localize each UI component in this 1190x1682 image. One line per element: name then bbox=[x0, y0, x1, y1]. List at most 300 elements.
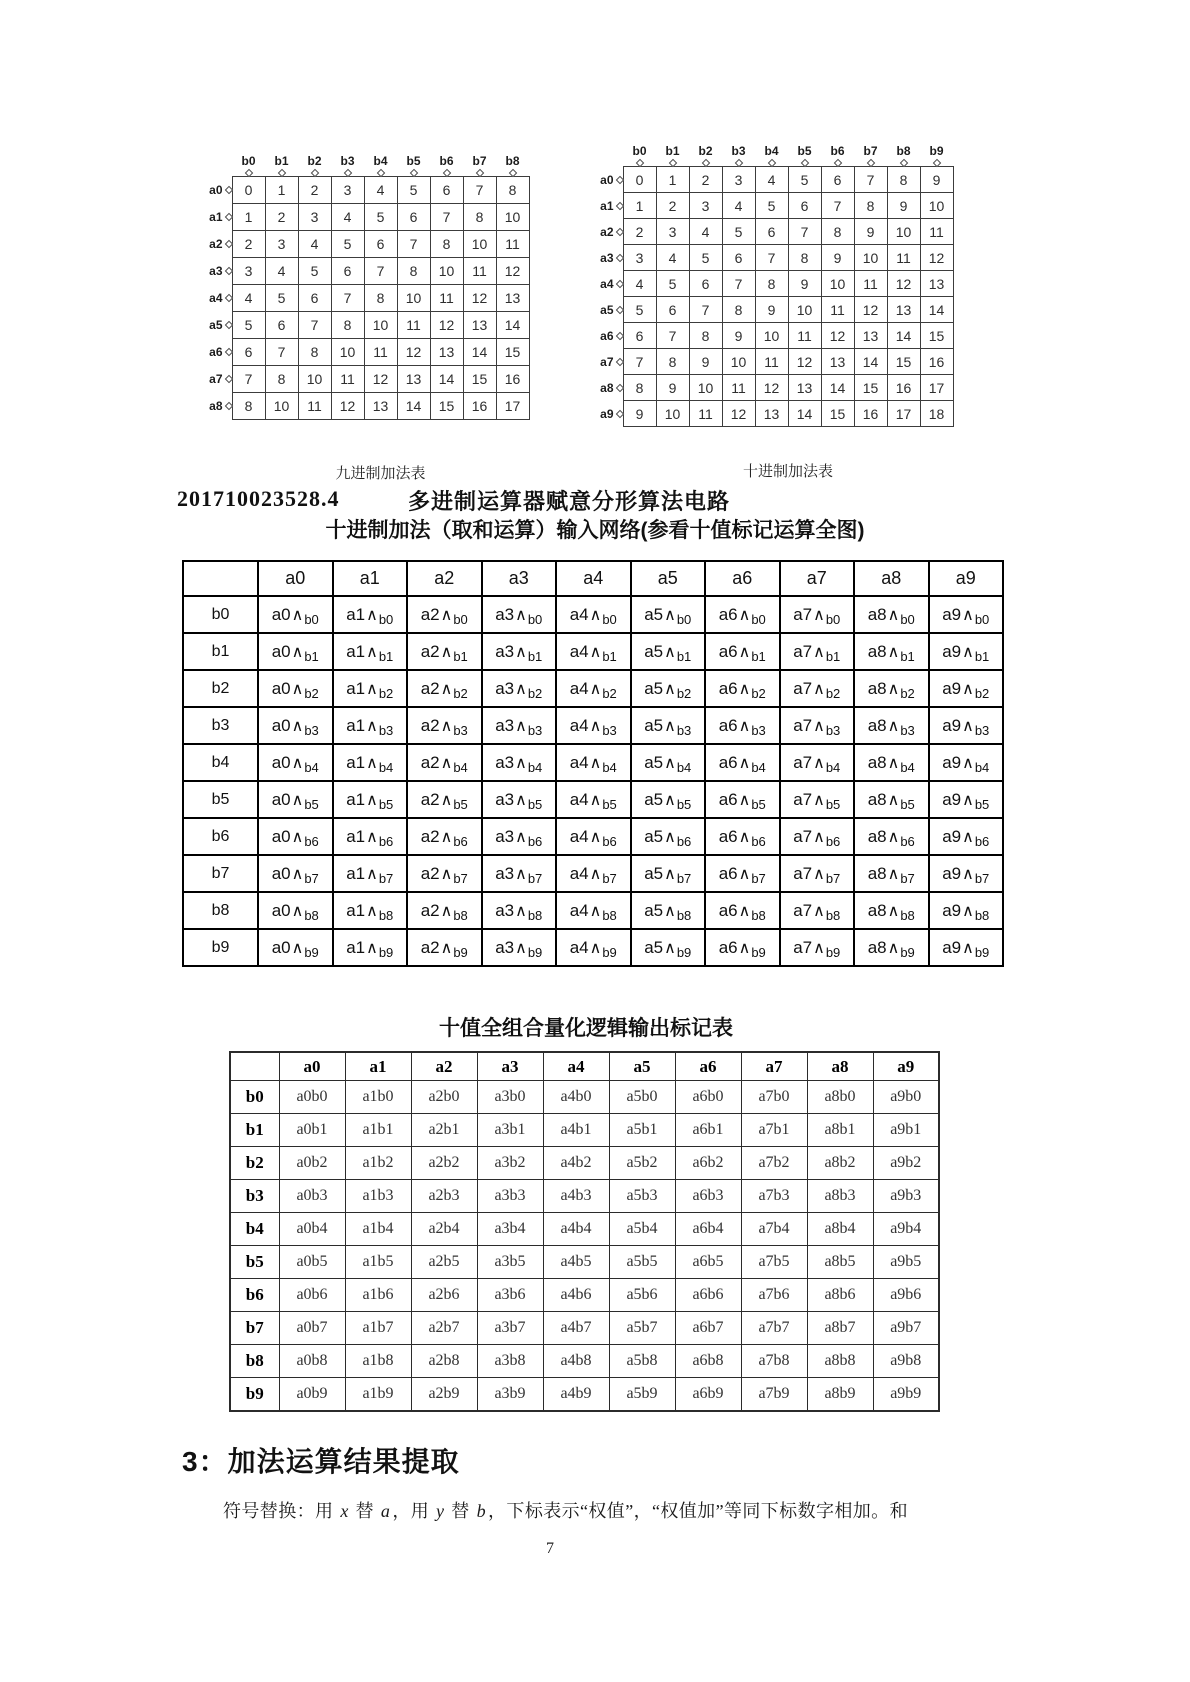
b-operand-subscript: b8 bbox=[527, 907, 543, 923]
b-operand-subscript: b8 bbox=[974, 907, 990, 923]
a-operand: a9 bbox=[942, 678, 962, 698]
and-cell bbox=[929, 892, 1004, 929]
a-operand: a4 bbox=[569, 641, 589, 661]
and-cell bbox=[705, 855, 780, 892]
b-operand-subscript: b0 bbox=[751, 611, 766, 627]
a-operand: a2 bbox=[420, 900, 440, 920]
math-variable: x bbox=[340, 1501, 349, 1521]
b-operand-subscript: b4 bbox=[676, 759, 692, 775]
row-header-a2 bbox=[592, 219, 623, 245]
b-operand-subscript: b9 bbox=[602, 944, 617, 960]
b-operand-subscript: b5 bbox=[751, 796, 766, 812]
a-operand: a0 bbox=[271, 863, 291, 883]
sum-cell: 6 bbox=[821, 167, 854, 193]
label-cell: a6b9 bbox=[675, 1378, 741, 1412]
sum-cell: 11 bbox=[821, 297, 854, 323]
and-cell bbox=[631, 855, 706, 892]
label-cell: a9b7 bbox=[873, 1312, 939, 1345]
column-header-label: b9 bbox=[929, 144, 944, 158]
label-cell: a4b6 bbox=[543, 1279, 609, 1312]
a-operand: a1 bbox=[346, 900, 366, 920]
sum-cell: 7 bbox=[821, 193, 854, 219]
sum-cell: 10 bbox=[854, 245, 887, 271]
label-cell: a1b3 bbox=[345, 1180, 411, 1213]
b-operand-subscript: b4 bbox=[751, 759, 766, 775]
b-operand-subscript: b7 bbox=[676, 870, 692, 886]
and-cell bbox=[482, 744, 557, 781]
sum-cell: 14 bbox=[920, 297, 953, 323]
label-cell: a2b0 bbox=[411, 1081, 477, 1114]
b-operand-subscript: b2 bbox=[751, 685, 766, 701]
sum-cell: 7 bbox=[232, 366, 265, 393]
label-cell: a4b2 bbox=[543, 1147, 609, 1180]
sum-cell: 11 bbox=[854, 271, 887, 297]
a-operand: a0 bbox=[271, 604, 291, 624]
sum-cell: 4 bbox=[232, 285, 265, 312]
b-operand-subscript: b9 bbox=[825, 944, 841, 960]
label-cell: a4b7 bbox=[543, 1312, 609, 1345]
label-cell: a4b8 bbox=[543, 1345, 609, 1378]
and-operator-icon: ∧ bbox=[962, 939, 974, 957]
label-cell: a6b3 bbox=[675, 1180, 741, 1213]
and-operator-icon: ∧ bbox=[887, 643, 900, 661]
and-cell bbox=[631, 744, 706, 781]
sum-cell: 11 bbox=[397, 312, 430, 339]
and-cell bbox=[705, 670, 780, 707]
sum-cell: 2 bbox=[689, 167, 722, 193]
a-operand: a3 bbox=[495, 826, 515, 846]
a-operand: a4 bbox=[569, 900, 589, 920]
sum-cell: 7 bbox=[430, 204, 463, 231]
sum-cell: 13 bbox=[854, 323, 887, 349]
row-header-label: a9 bbox=[600, 406, 614, 421]
row-header-label: a1 bbox=[209, 210, 223, 224]
label-cell: a0b7 bbox=[279, 1312, 345, 1345]
and-cell bbox=[556, 670, 631, 707]
sum-cell: 8 bbox=[232, 393, 265, 420]
a-operand: a1 bbox=[346, 752, 366, 772]
b-operand-subscript: b1 bbox=[602, 648, 617, 664]
base9-addition-table bbox=[183, 146, 530, 420]
label-cell: a3b3 bbox=[477, 1180, 543, 1213]
and-cell bbox=[780, 929, 855, 966]
column-header-b8 bbox=[496, 146, 529, 177]
and-operator-icon: ∧ bbox=[887, 791, 900, 809]
column-header-b2 bbox=[689, 136, 722, 167]
sum-cell: 13 bbox=[364, 393, 397, 420]
and-cell bbox=[333, 892, 408, 929]
sum-cell: 8 bbox=[463, 204, 496, 231]
sum-cell: 13 bbox=[788, 375, 821, 401]
b-operand-subscript: b2 bbox=[378, 685, 394, 701]
sum-cell: 7 bbox=[364, 258, 397, 285]
and-operator-icon: ∧ bbox=[366, 902, 378, 920]
sum-cell: 1 bbox=[265, 177, 298, 204]
and-operator-icon: ∧ bbox=[291, 680, 304, 698]
sum-cell: 13 bbox=[755, 401, 788, 427]
label-cell: a9b9 bbox=[873, 1378, 939, 1412]
a-operand: a4 bbox=[569, 826, 589, 846]
a-operand: a4 bbox=[569, 863, 589, 883]
paragraph-text: 替 bbox=[350, 1501, 379, 1521]
a-operand: a1 bbox=[346, 715, 366, 735]
b-operand-subscript: b2 bbox=[900, 685, 915, 701]
and-cell bbox=[258, 596, 333, 633]
a-operand: a4 bbox=[569, 678, 589, 698]
and-cell bbox=[482, 707, 557, 744]
a-operand: a9 bbox=[942, 641, 962, 661]
a-operand: a6 bbox=[718, 752, 738, 772]
and-operator-icon: ∧ bbox=[664, 791, 676, 809]
b-operand-subscript: b9 bbox=[900, 944, 915, 960]
sum-cell: 15 bbox=[430, 393, 463, 420]
and-cell bbox=[780, 633, 855, 670]
sum-cell: 15 bbox=[821, 401, 854, 427]
b-operand-subscript: b1 bbox=[900, 648, 915, 664]
sum-cell: 8 bbox=[689, 323, 722, 349]
connector-pin-icon bbox=[224, 267, 232, 275]
row-header-b5: b5 bbox=[183, 781, 258, 818]
and-cell bbox=[854, 929, 929, 966]
connector-pin-icon bbox=[224, 294, 232, 302]
row-header-a3 bbox=[592, 245, 623, 271]
and-operator-icon: ∧ bbox=[366, 791, 378, 809]
label-cell: a7b6 bbox=[741, 1279, 807, 1312]
and-cell bbox=[407, 781, 482, 818]
and-operator-icon: ∧ bbox=[664, 828, 676, 846]
sum-cell: 13 bbox=[397, 366, 430, 393]
corner-cell bbox=[230, 1052, 279, 1081]
b-operand-subscript: b7 bbox=[825, 870, 841, 886]
sum-cell: 10 bbox=[496, 204, 529, 231]
sum-cell: 15 bbox=[887, 349, 920, 375]
sum-cell: 10 bbox=[755, 323, 788, 349]
sum-cell: 3 bbox=[656, 219, 689, 245]
a-operand: a9 bbox=[942, 900, 962, 920]
b-operand-subscript: b1 bbox=[676, 648, 692, 664]
and-cell bbox=[407, 929, 482, 966]
row-header-a1 bbox=[183, 204, 232, 231]
sum-cell: 2 bbox=[656, 193, 689, 219]
label-cell: a5b7 bbox=[609, 1312, 675, 1345]
b-operand-subscript: b7 bbox=[527, 870, 543, 886]
column-header-label: b8 bbox=[896, 144, 911, 158]
label-cell: a6b0 bbox=[675, 1081, 741, 1114]
a-operand: a3 bbox=[495, 641, 515, 661]
and-operator-icon: ∧ bbox=[813, 680, 825, 698]
and-operator-icon: ∧ bbox=[738, 865, 751, 883]
b-operand-subscript: b5 bbox=[900, 796, 915, 812]
b-operand-subscript: b0 bbox=[974, 611, 990, 627]
and-cell bbox=[333, 633, 408, 670]
and-operator-icon: ∧ bbox=[813, 606, 825, 624]
label-cell: a3b9 bbox=[477, 1378, 543, 1412]
connector-pin-icon bbox=[224, 321, 232, 329]
b-operand-subscript: b7 bbox=[304, 870, 319, 886]
row-header-a5 bbox=[183, 312, 232, 339]
a-operand: a3 bbox=[495, 900, 515, 920]
label-cell: a5b8 bbox=[609, 1345, 675, 1378]
and-operator-icon: ∧ bbox=[813, 791, 825, 809]
sum-cell: 3 bbox=[722, 167, 755, 193]
label-cell: a0b8 bbox=[279, 1345, 345, 1378]
label-cell: a2b9 bbox=[411, 1378, 477, 1412]
body-paragraph bbox=[223, 1497, 1053, 1523]
and-operator-icon: ∧ bbox=[515, 643, 527, 661]
sum-cell: 13 bbox=[463, 312, 496, 339]
a-operand: a5 bbox=[644, 641, 664, 661]
b-operand-subscript: b8 bbox=[453, 907, 468, 923]
and-cell bbox=[854, 781, 929, 818]
a-operand: a2 bbox=[420, 752, 440, 772]
sum-cell: 13 bbox=[821, 349, 854, 375]
sum-cell: 9 bbox=[854, 219, 887, 245]
and-cell bbox=[482, 818, 557, 855]
a-operand: a6 bbox=[718, 900, 738, 920]
and-cell bbox=[705, 892, 780, 929]
label-cell: a7b7 bbox=[741, 1312, 807, 1345]
row-header-label: a4 bbox=[600, 276, 614, 291]
a-operand: a4 bbox=[569, 789, 589, 809]
label-cell: a2b5 bbox=[411, 1246, 477, 1279]
label-cell: a9b2 bbox=[873, 1147, 939, 1180]
a-operand: a4 bbox=[569, 604, 589, 624]
column-header-label: b2 bbox=[698, 144, 713, 158]
and-operator-icon: ∧ bbox=[440, 643, 453, 661]
paragraph-text: ，用 bbox=[392, 1501, 435, 1521]
connector-pin-icon bbox=[615, 331, 623, 339]
and-operator-icon: ∧ bbox=[366, 643, 378, 661]
and-cell bbox=[333, 929, 408, 966]
column-header-label: b7 bbox=[863, 144, 878, 158]
b-operand-subscript: b6 bbox=[974, 833, 990, 849]
label-cell: a5b2 bbox=[609, 1147, 675, 1180]
sum-cell: 1 bbox=[623, 193, 656, 219]
b-operand-subscript: b9 bbox=[453, 944, 468, 960]
b-operand-subscript: b0 bbox=[676, 611, 692, 627]
a-operand: a2 bbox=[420, 826, 440, 846]
and-operator-icon: ∧ bbox=[738, 902, 751, 920]
and-cell bbox=[556, 929, 631, 966]
and-cell bbox=[929, 781, 1004, 818]
sum-cell: 12 bbox=[331, 393, 364, 420]
row-header-a9 bbox=[592, 401, 623, 427]
label-cell: a1b7 bbox=[345, 1312, 411, 1345]
b-operand-subscript: b6 bbox=[527, 833, 543, 849]
connector-pin-icon bbox=[224, 402, 232, 410]
row-header-b0: b0 bbox=[183, 596, 258, 633]
a-operand: a7 bbox=[793, 937, 813, 957]
label-cell: a2b6 bbox=[411, 1279, 477, 1312]
a-operand: a7 bbox=[793, 715, 813, 735]
and-cell bbox=[929, 670, 1004, 707]
math-variable: b bbox=[476, 1501, 487, 1521]
row-header-label: a2 bbox=[209, 237, 223, 251]
row-header-b6: b6 bbox=[230, 1279, 279, 1312]
row-header-a6 bbox=[592, 323, 623, 349]
sum-cell: 4 bbox=[623, 271, 656, 297]
and-operator-icon: ∧ bbox=[589, 865, 602, 883]
label-cell: a3b4 bbox=[477, 1213, 543, 1246]
and-cell bbox=[929, 707, 1004, 744]
and-cell bbox=[780, 781, 855, 818]
and-operator-icon: ∧ bbox=[589, 717, 602, 735]
connector-pin-icon bbox=[615, 201, 623, 209]
and-operator-icon: ∧ bbox=[589, 606, 602, 624]
a-operand: a3 bbox=[495, 752, 515, 772]
and-cell bbox=[482, 596, 557, 633]
and-cell bbox=[258, 781, 333, 818]
sum-cell: 6 bbox=[623, 323, 656, 349]
sum-cell: 6 bbox=[788, 193, 821, 219]
and-operator-icon: ∧ bbox=[589, 643, 602, 661]
mini10-grid bbox=[592, 136, 954, 427]
math-variable: a bbox=[380, 1501, 391, 1521]
sum-cell: 13 bbox=[920, 271, 953, 297]
a-operand: a9 bbox=[942, 826, 962, 846]
connector-pin-icon bbox=[615, 175, 623, 183]
sum-cell: 8 bbox=[788, 245, 821, 271]
and-operator-icon: ∧ bbox=[291, 643, 304, 661]
label-cell: a7b2 bbox=[741, 1147, 807, 1180]
sum-cell: 7 bbox=[854, 167, 887, 193]
and-cell bbox=[258, 744, 333, 781]
b-operand-subscript: b1 bbox=[304, 648, 319, 664]
sum-cell: 5 bbox=[364, 204, 397, 231]
a-operand: a7 bbox=[793, 641, 813, 661]
label-cell: a9b4 bbox=[873, 1213, 939, 1246]
label-cell: a7b8 bbox=[741, 1345, 807, 1378]
column-header-b4 bbox=[364, 146, 397, 177]
and-cell bbox=[705, 633, 780, 670]
and-operator-icon: ∧ bbox=[515, 680, 527, 698]
b-operand-subscript: b1 bbox=[453, 648, 468, 664]
and-operator-icon: ∧ bbox=[962, 606, 974, 624]
sum-cell: 16 bbox=[463, 393, 496, 420]
sum-cell: 9 bbox=[722, 323, 755, 349]
row-header-a8 bbox=[183, 393, 232, 420]
and-cell bbox=[631, 818, 706, 855]
a-operand: a7 bbox=[793, 678, 813, 698]
and-cell bbox=[333, 596, 408, 633]
label-cell: a4b3 bbox=[543, 1180, 609, 1213]
a-operand: a7 bbox=[793, 826, 813, 846]
and-operator-icon: ∧ bbox=[962, 643, 974, 661]
b-operand-subscript: b9 bbox=[527, 944, 543, 960]
column-header-a4: a4 bbox=[543, 1052, 609, 1081]
sum-cell: 9 bbox=[656, 375, 689, 401]
a-operand: a0 bbox=[271, 678, 291, 698]
label-cell: a4b4 bbox=[543, 1213, 609, 1246]
and-operator-icon: ∧ bbox=[589, 791, 602, 809]
label-cell: a0b4 bbox=[279, 1213, 345, 1246]
and-operator-icon: ∧ bbox=[291, 865, 304, 883]
b-operand-subscript: b3 bbox=[974, 722, 990, 738]
and-cell bbox=[854, 596, 929, 633]
patent-title: 多进制运算器赋意分形算法电路 bbox=[408, 489, 731, 514]
row-header-a5 bbox=[592, 297, 623, 323]
sum-cell: 12 bbox=[397, 339, 430, 366]
a-operand: a2 bbox=[420, 789, 440, 809]
b-operand-subscript: b2 bbox=[676, 685, 692, 701]
label-cell: a1b4 bbox=[345, 1213, 411, 1246]
and-cell bbox=[631, 929, 706, 966]
and-cell bbox=[407, 892, 482, 929]
column-header-a9: a9 bbox=[929, 561, 1004, 596]
a-operand: a7 bbox=[793, 604, 813, 624]
label-cell: a8b5 bbox=[807, 1246, 873, 1279]
label-cell: a2b3 bbox=[411, 1180, 477, 1213]
and-operator-icon: ∧ bbox=[813, 643, 825, 661]
sum-cell: 7 bbox=[463, 177, 496, 204]
and-operator-icon: ∧ bbox=[440, 939, 453, 957]
and-operator-icon: ∧ bbox=[366, 939, 378, 957]
a-operand: a0 bbox=[271, 641, 291, 661]
and-operator-icon: ∧ bbox=[887, 865, 900, 883]
b-operand-subscript: b5 bbox=[453, 796, 468, 812]
label-cell: a8b2 bbox=[807, 1147, 873, 1180]
column-header-label: b6 bbox=[830, 144, 845, 158]
label-cell: a6b5 bbox=[675, 1246, 741, 1279]
and-operator-icon: ∧ bbox=[366, 606, 378, 624]
column-header-b6 bbox=[430, 146, 463, 177]
sum-cell: 9 bbox=[821, 245, 854, 271]
sum-cell: 10 bbox=[788, 297, 821, 323]
b-operand-subscript: b7 bbox=[602, 870, 617, 886]
b-operand-subscript: b2 bbox=[527, 685, 543, 701]
b-operand-subscript: b4 bbox=[378, 759, 394, 775]
and-operator-icon: ∧ bbox=[440, 791, 453, 809]
a-operand: a9 bbox=[942, 863, 962, 883]
and-operator-icon: ∧ bbox=[589, 828, 602, 846]
sum-cell: 2 bbox=[298, 177, 331, 204]
a-operand: a8 bbox=[867, 715, 887, 735]
and-cell bbox=[631, 892, 706, 929]
and-cell bbox=[258, 670, 333, 707]
sum-cell: 12 bbox=[463, 285, 496, 312]
sum-cell: 6 bbox=[722, 245, 755, 271]
and-cell bbox=[556, 633, 631, 670]
and-table-title: 十进制加法（取和运算）输入网络(参看十值标记运算全图) bbox=[325, 519, 865, 542]
column-header-a0: a0 bbox=[279, 1052, 345, 1081]
column-header-label: b0 bbox=[241, 154, 256, 168]
column-header-a6: a6 bbox=[675, 1052, 741, 1081]
column-header-a8: a8 bbox=[854, 561, 929, 596]
b-operand-subscript: b8 bbox=[304, 907, 319, 923]
label-cell: a7b9 bbox=[741, 1378, 807, 1412]
sum-cell: 12 bbox=[722, 401, 755, 427]
column-header-b1 bbox=[265, 146, 298, 177]
sum-cell: 5 bbox=[755, 193, 788, 219]
row-header-label: a0 bbox=[600, 172, 614, 187]
label-cell: a5b3 bbox=[609, 1180, 675, 1213]
column-header-label: b4 bbox=[764, 144, 779, 158]
sum-cell: 2 bbox=[232, 231, 265, 258]
sum-cell: 8 bbox=[854, 193, 887, 219]
column-header-a2: a2 bbox=[407, 561, 482, 596]
base10-addition-table bbox=[592, 136, 954, 427]
sum-cell: 7 bbox=[788, 219, 821, 245]
label-cell: a8b0 bbox=[807, 1081, 873, 1114]
label-cell: a2b2 bbox=[411, 1147, 477, 1180]
row-header-b8: b8 bbox=[183, 892, 258, 929]
and-cell bbox=[482, 670, 557, 707]
sum-cell: 4 bbox=[265, 258, 298, 285]
a-operand: a9 bbox=[942, 789, 962, 809]
and-operator-icon: ∧ bbox=[589, 754, 602, 772]
label-cell: a0b1 bbox=[279, 1114, 345, 1147]
and-operator-icon: ∧ bbox=[738, 791, 751, 809]
